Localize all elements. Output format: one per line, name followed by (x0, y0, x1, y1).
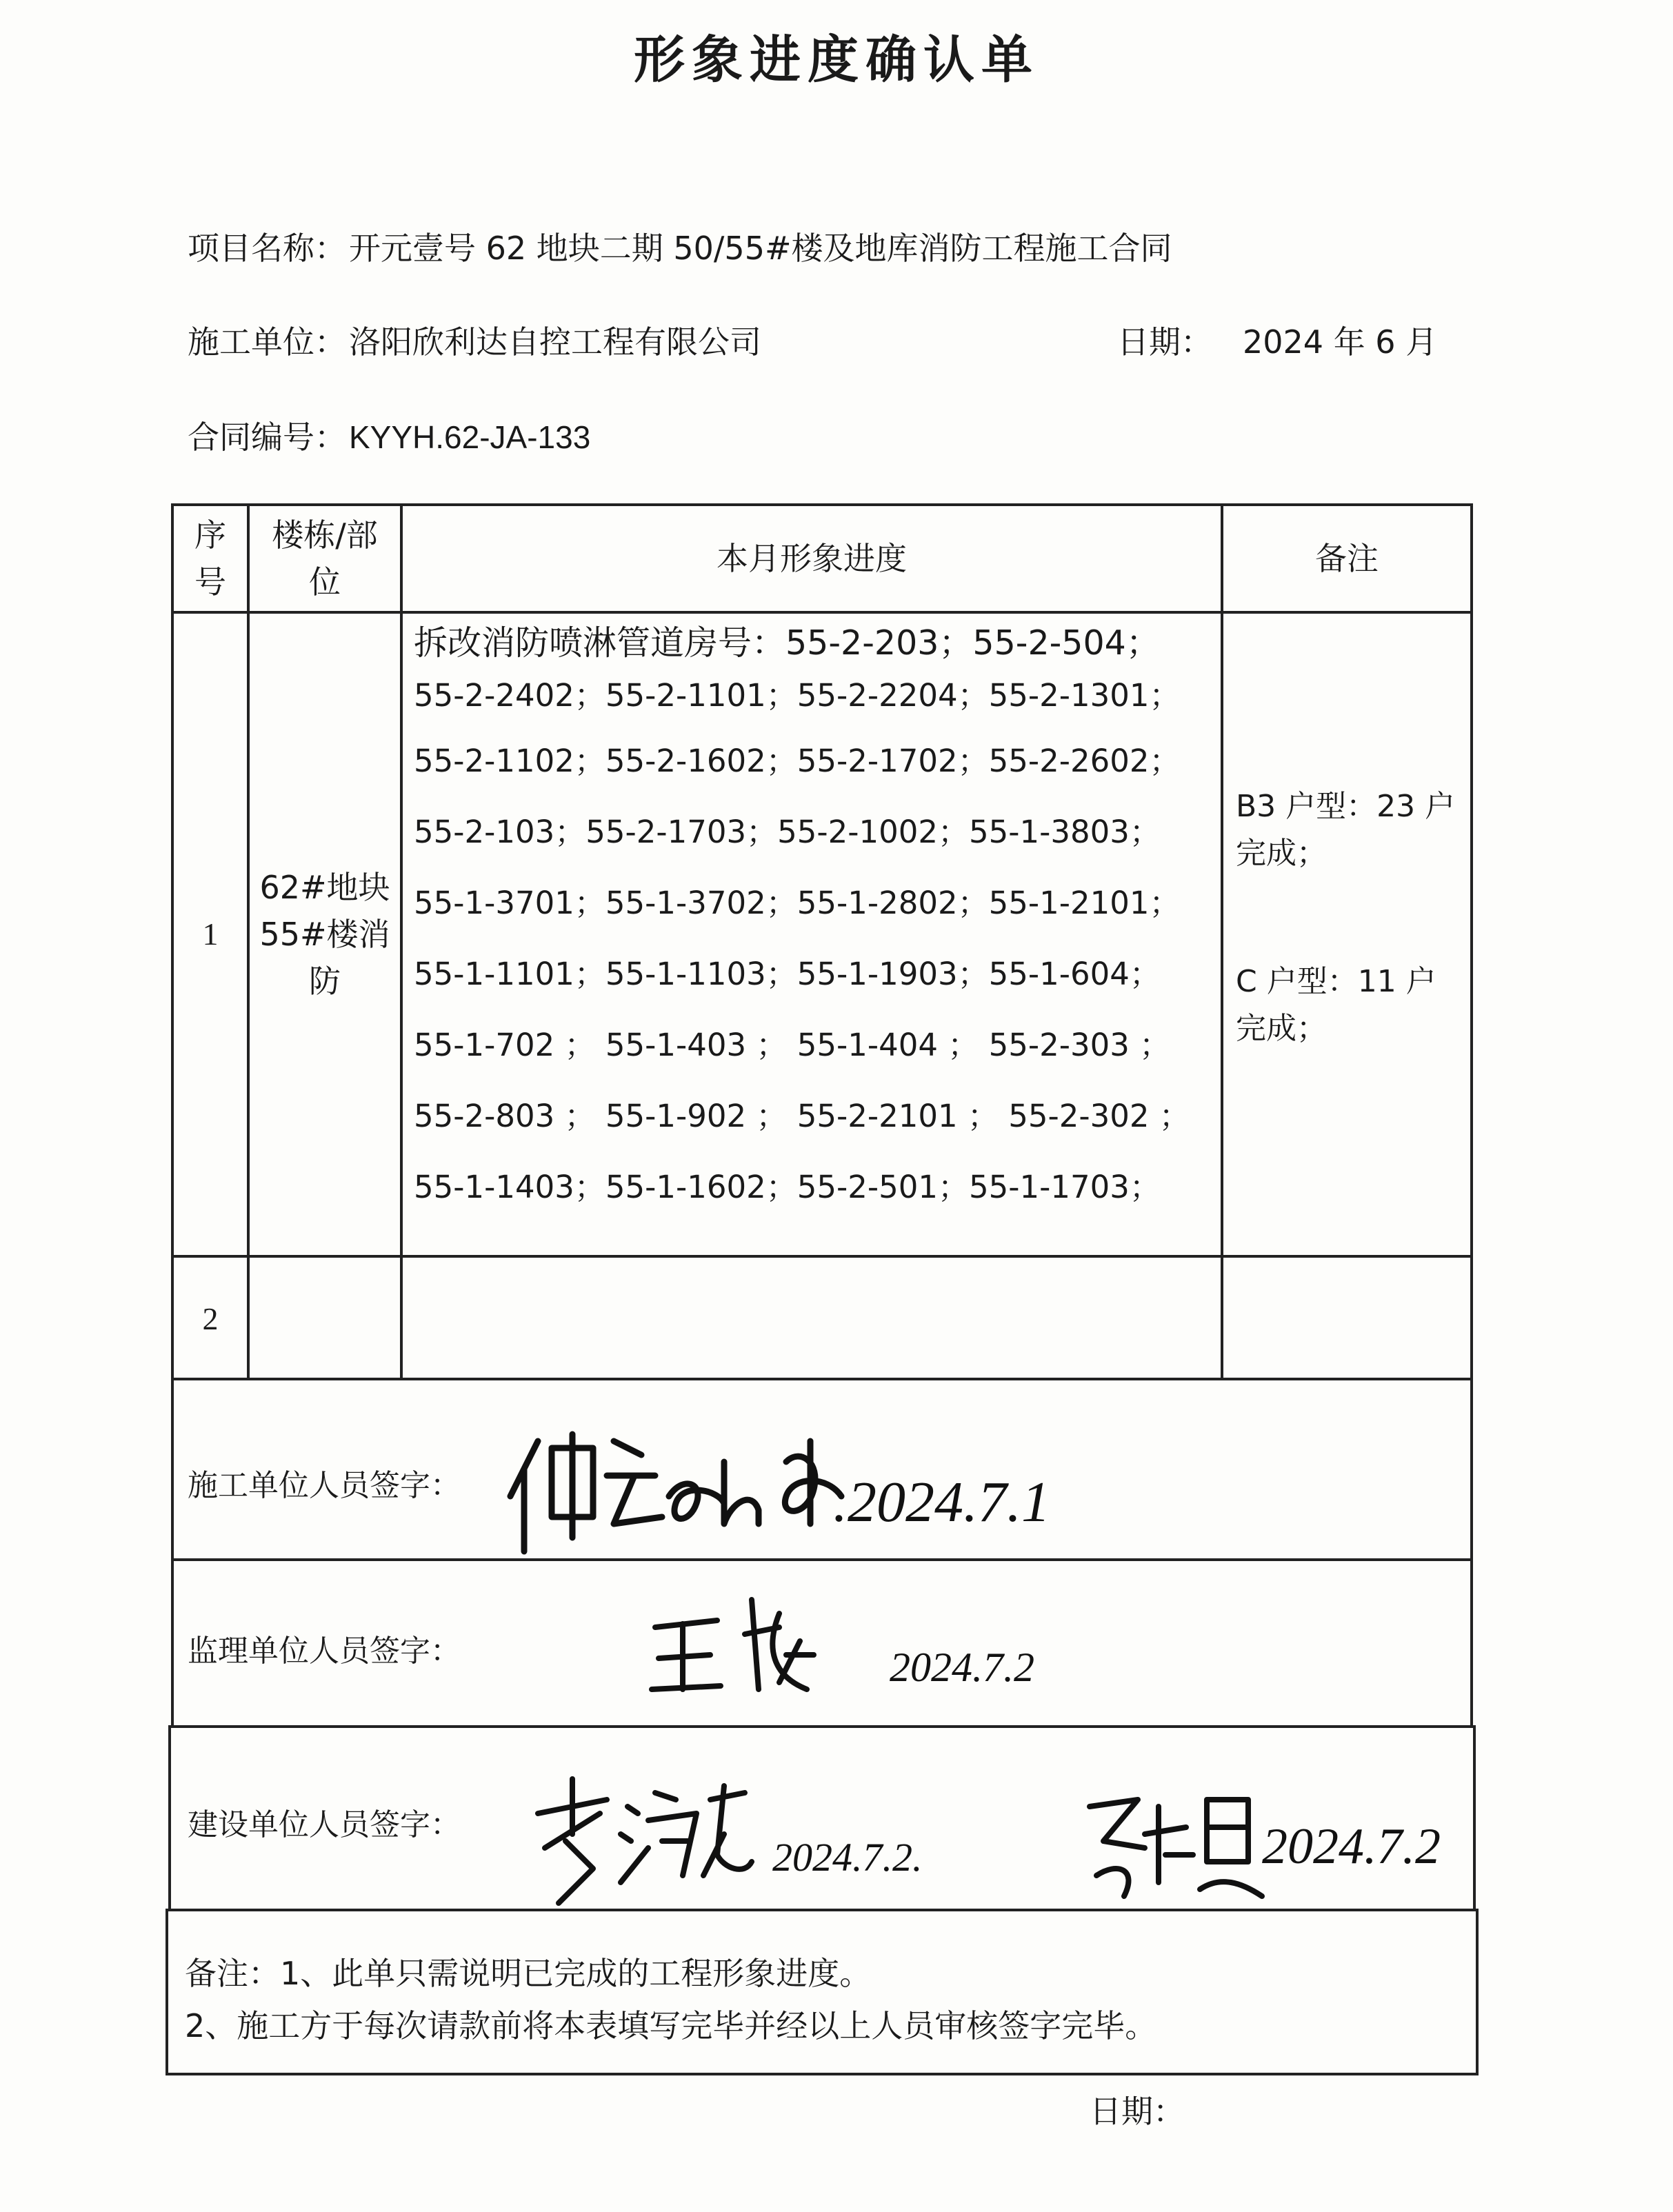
supervision-sign-label: 监理单位人员签字： (188, 1633, 461, 1669)
supervision-sign-date: 2024.7.2 (890, 1645, 1034, 1690)
progress-line: 55-1-1101；55-1-1103；55-1-1903；55-1-604； (414, 956, 1161, 992)
progress-line: 55-2-2402；55-2-1101；55-2-2204；55-2-1301； (414, 677, 1181, 714)
owner-sign-date-2: 2024.7.2 (1262, 1818, 1441, 1875)
note-line-1: 备注：1、此单只需说明已完成的工程形象进度。 (185, 1955, 872, 1992)
page-title: 形象进度确认单 (634, 30, 1039, 90)
contract-no-line (188, 416, 590, 458)
construction-sign-label: 施工单位人员签字： (188, 1468, 461, 1503)
remark-c: C 户型：11 户完成； (1236, 964, 1436, 1046)
table-row-divider (171, 1255, 1473, 1258)
note-line-2: 2、施工方于每次请款前将本表填写完毕并经以上人员审核签字完毕。 (185, 2007, 1157, 2044)
contractor-label: 施工单位： (188, 323, 346, 361)
progress-line: 55-2-1102；55-2-1602；55-2-1702；55-2-2602； (414, 743, 1181, 779)
row1-seq: 1 (202, 916, 219, 952)
header-progress: 本月形象进度 (717, 540, 907, 577)
contractor-line (188, 321, 761, 363)
report-date (1117, 321, 1437, 363)
project-name-line (188, 228, 1172, 269)
row1-building-line2: 55#楼消 (259, 916, 390, 953)
progress-line: 55-1-1403；55-1-1602；55-2-501；55-1-1703； (414, 1169, 1161, 1205)
header-seq-line2: 号 (194, 563, 226, 601)
progress-line: 55-2-803 ； 55-1-902 ； 55-2-2101 ； 55-2-302 ； (414, 1098, 1190, 1134)
progress-line: 55-2-103；55-2-1703；55-2-1002；55-1-3803； (414, 814, 1161, 850)
project-name-value: 开元壹号 62 地块二期 50/55#楼及地库消防工程施工合同 (349, 230, 1172, 267)
header-building-line1: 楼栋/部 (272, 516, 378, 554)
owner-signature-2 (1076, 1786, 1269, 1910)
owner-sign-date-1: 2024.7.2. (772, 1835, 923, 1880)
owner-sign-label: 建设单位人员签字： (188, 1807, 461, 1842)
row2-seq: 2 (202, 1301, 219, 1336)
header-remark: 备注 (1315, 540, 1379, 577)
footer-date-label: 日期： (1090, 2093, 1185, 2130)
contractor-value: 洛阳欣利达自控工程有限公司 (349, 323, 761, 361)
progress-line: 55-1-3701；55-1-3702；55-1-2802；55-1-2101； (414, 885, 1181, 921)
remark-b3: B3 户型：23 户完成； (1236, 789, 1456, 871)
table-col-divider-3 (1221, 503, 1223, 1380)
row1-building-line3: 防 (309, 963, 341, 1000)
header-building-line2: 位 (309, 563, 341, 601)
row1-progress (414, 618, 1200, 1223)
construction-sign-date: .2024.7.1 (833, 1470, 1050, 1534)
row1-building-line1: 62#地块 (259, 869, 390, 906)
contract-no-value: KYYH.62-JA-133 (349, 419, 591, 455)
supervision-signature (641, 1586, 848, 1710)
owner-signature-1 (517, 1772, 765, 1910)
progress-line: 55-1-702 ； 55-1-403 ； 55-1-404 ； 55-2-303 ； (414, 1027, 1171, 1063)
header-seq (174, 506, 247, 611)
table-col-divider-2 (400, 503, 403, 1380)
row1-remark (1236, 783, 1463, 1134)
date-value: 2024 年 6 月 (1243, 323, 1438, 361)
row1-building (250, 614, 400, 1255)
contract-no-label: 合同编号： (188, 419, 346, 455)
progress-line: 拆改消防喷淋管道房号：55-2-203；55-2-504； (414, 623, 1160, 663)
header-seq-line1: 序 (194, 516, 226, 554)
project-name-label: 项目名称： (188, 230, 346, 267)
header-building (250, 506, 400, 611)
date-label: 日期： (1117, 323, 1212, 361)
